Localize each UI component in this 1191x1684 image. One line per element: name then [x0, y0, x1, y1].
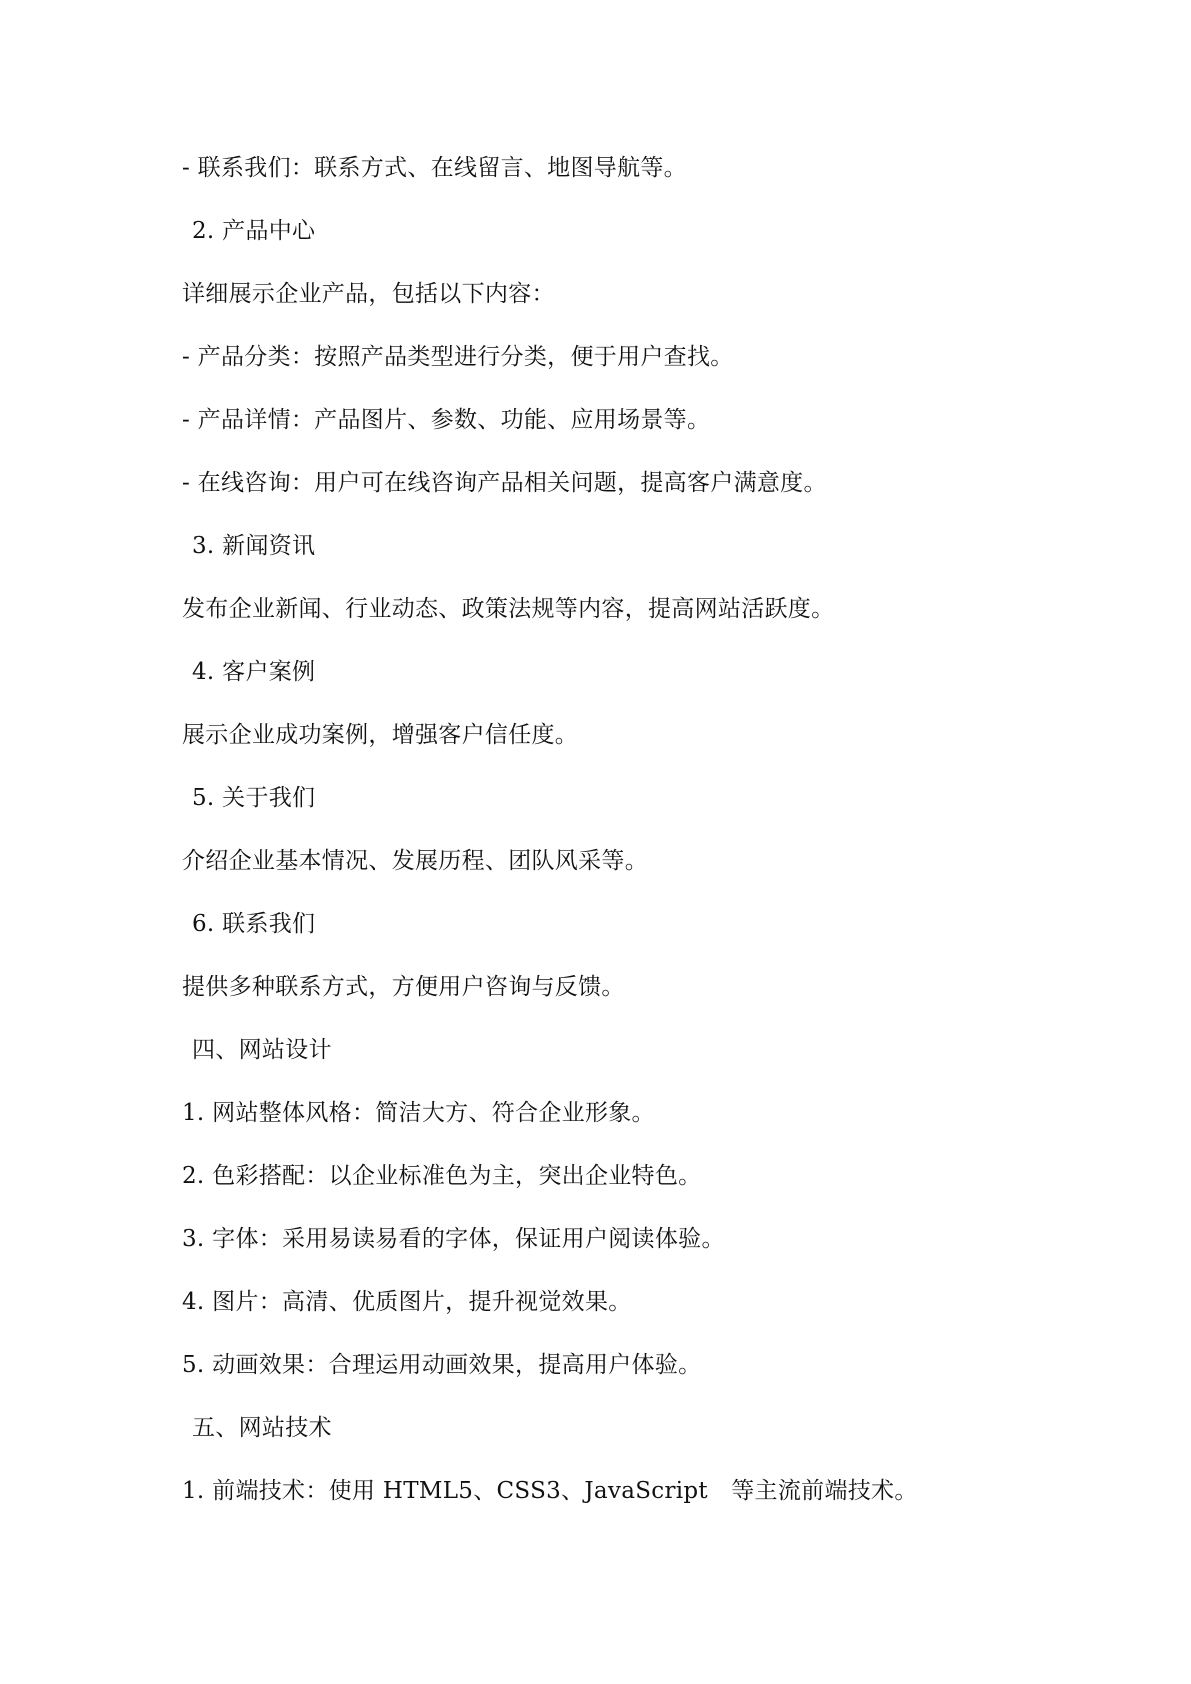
design-item-color-scheme: 2. 色彩搭配：以企业标准色为主，突出企业特色。: [182, 1163, 702, 1189]
section-contact-us-heading: 6. 联系我们: [192, 911, 316, 937]
customer-cases-paragraph: 展示企业成功案例，增强客户信任度。: [182, 722, 579, 748]
bullet-online-consultation: - 在线咨询：用户可在线咨询产品相关问题，提高客户满意度。: [182, 470, 827, 496]
chapter-website-design-heading: 四、网站设计: [192, 1037, 332, 1063]
technology-item-frontend: 1. 前端技术：使用 HTML5、CSS3、JavaScript 等主流前端技术。: [182, 1478, 918, 1504]
bullet-product-detail: - 产品详情：产品图片、参数、功能、应用场景等。: [182, 407, 711, 433]
contact-us-paragraph: 提供多种联系方式，方便用户咨询与反馈。: [182, 974, 625, 1000]
section-news-heading: 3. 新闻资讯: [192, 533, 316, 559]
design-item-typography: 3. 字体：采用易读易看的字体，保证用户阅读体验。: [182, 1226, 725, 1252]
news-paragraph: 发布企业新闻、行业动态、政策法规等内容，提高网站活跃度。: [182, 596, 835, 622]
about-us-paragraph: 介绍企业基本情况、发展历程、团队风采等。: [182, 848, 648, 874]
section-customer-cases-heading: 4. 客户案例: [192, 659, 316, 685]
section-product-center-heading: 2. 产品中心: [192, 218, 316, 244]
design-item-overall-style: 1. 网站整体风格：简洁大方、符合企业形象。: [182, 1100, 655, 1126]
chapter-website-technology-heading: 五、网站技术: [192, 1415, 332, 1441]
design-item-images: 4. 图片：高清、优质图片，提升视觉效果。: [182, 1289, 632, 1315]
product-center-intro: 详细展示企业产品，包括以下内容：: [182, 281, 555, 307]
section-about-us-heading: 5. 关于我们: [192, 785, 316, 811]
bullet-contact-us: - 联系我们：联系方式、在线留言、地图导航等。: [182, 155, 687, 181]
design-item-animation: 5. 动画效果：合理运用动画效果，提高用户体验。: [182, 1352, 702, 1378]
bullet-product-category: - 产品分类：按照产品类型进行分类，便于用户查找。: [182, 344, 734, 370]
